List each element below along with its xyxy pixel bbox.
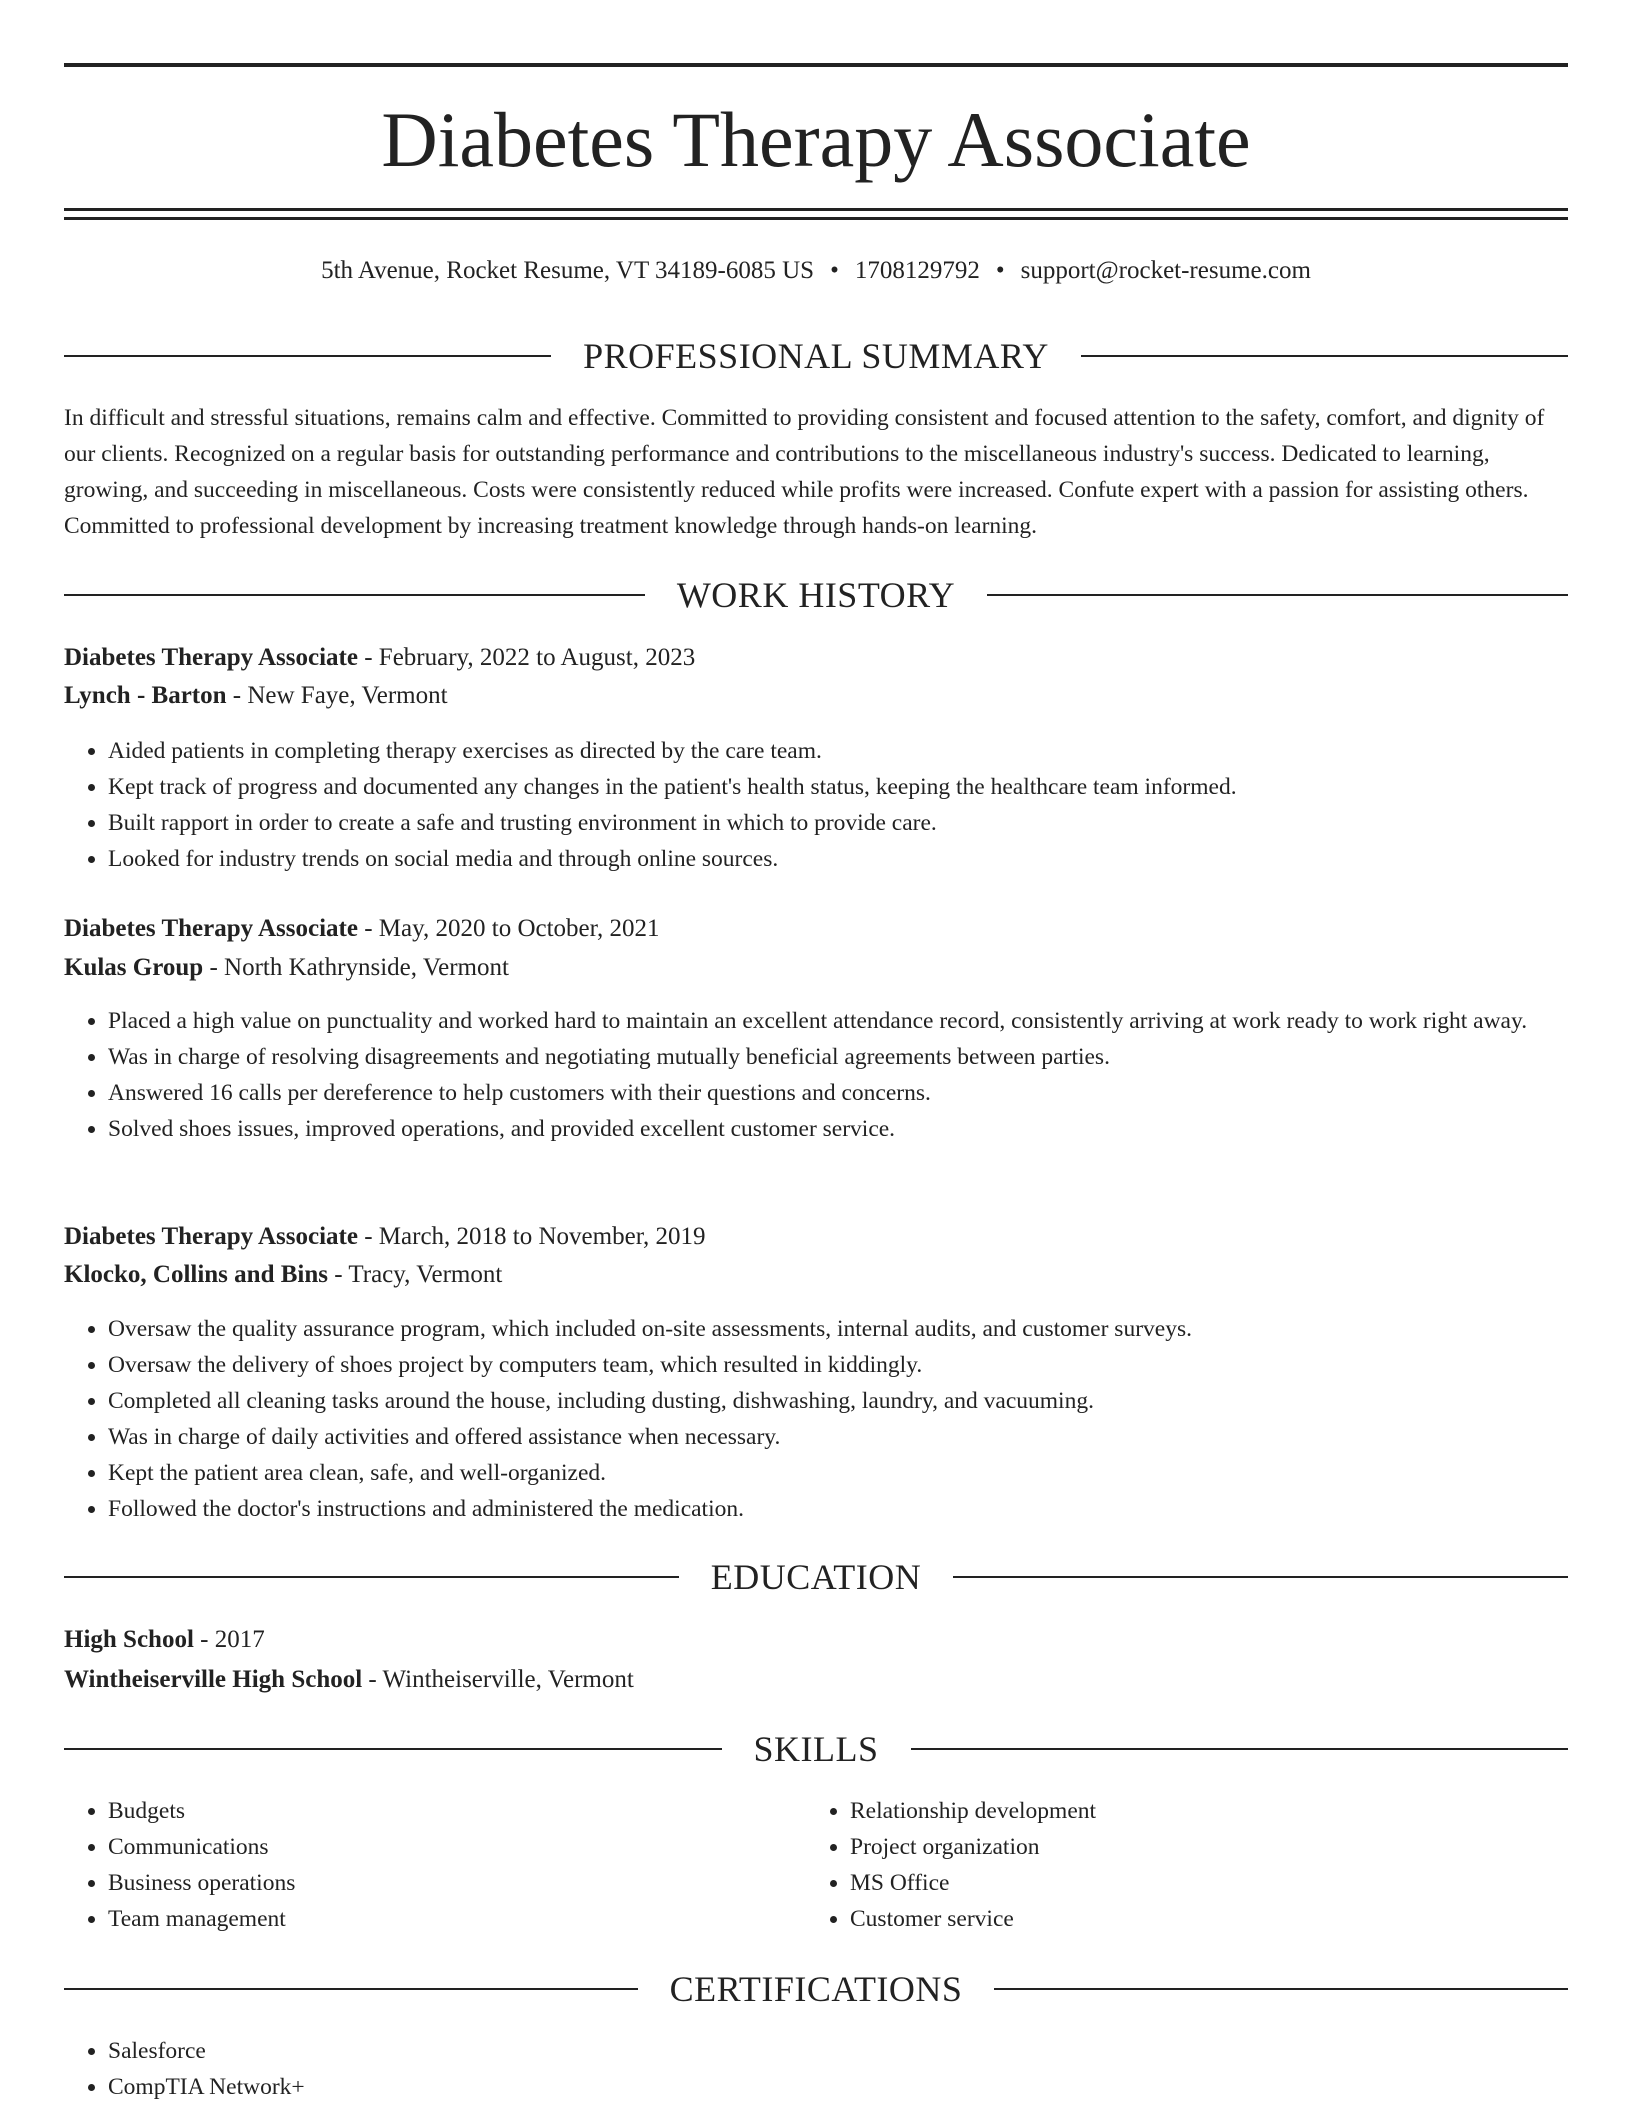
list-item: • Solved shoes issues, improved operations, and provided excellent customer service. [108, 1111, 1568, 1147]
resume-title: Diabetes Therapy Associate [381, 96, 1251, 183]
contact-separator: • [830, 257, 839, 284]
heading-rule-right [911, 1748, 1569, 1750]
job-location: - North Kathrynside, Vermont [203, 954, 509, 981]
list-item: • Team management [108, 1901, 808, 1937]
education-degree-line [64, 1622, 1568, 1658]
top-rule [64, 63, 1568, 67]
job-company-line [64, 1257, 1568, 1293]
education-school-line [64, 1662, 1568, 1698]
list-item: • Aided patients in completing therapy exercises as directed by the care team. [108, 733, 1568, 769]
section-heading-skills [64, 1727, 1568, 1771]
certifications-list [64, 2033, 1568, 2105]
job-title-line [64, 640, 1568, 676]
job-dates: - March, 2018 to November, 2019 [357, 1223, 706, 1250]
list-item: • Answered 16 calls per dereference to help customers with their questions and concerns. [108, 1075, 1568, 1111]
skills-list-right [806, 1793, 1550, 1937]
list-item: • Salesforce [108, 2033, 1568, 2069]
contact-phone: 1708129792 [854, 257, 980, 284]
list-item: • Business operations [108, 1865, 808, 1901]
section-heading-work [64, 573, 1568, 617]
heading-rule-right [1081, 355, 1568, 357]
education-degree: High School [64, 1626, 194, 1653]
heading-rule-left [64, 355, 551, 357]
list-item: • Looked for industry trends on social media and through online sources. [108, 841, 1568, 877]
list-item: • MS Office [850, 1865, 1550, 1901]
education-location: - Wintheiserville, Vermont [362, 1666, 634, 1693]
job-company-line [64, 678, 1568, 714]
job-title: Diabetes Therapy Associate [64, 915, 358, 942]
job-dates: - February, 2022 to August, 2023 [357, 644, 696, 671]
heading-rule-right [987, 594, 1568, 596]
job-location: - New Faye, Vermont [226, 682, 448, 709]
section-heading-education [64, 1555, 1568, 1599]
section-title-education: EDUCATION [710, 1557, 922, 1597]
list-item: • Was in charge of resolving disagreements and negotiating mutually beneficial agreements between parties. [108, 1039, 1568, 1075]
job-bullets [64, 733, 1568, 877]
contact-separator: • [995, 257, 1005, 284]
job-dates: - May, 2020 to October, 2021 [357, 915, 660, 942]
list-item: • CompTIA Network+ [108, 2069, 1568, 2105]
section-heading-summary [64, 334, 1568, 378]
heading-rule-left [64, 1748, 722, 1750]
heading-rule-right [953, 1576, 1568, 1578]
job-title-line [64, 911, 1568, 947]
list-item: • Kept the patient area clean, safe, and well-organized. [108, 1455, 1568, 1491]
list-item: • Kept track of progress and documented any changes in the patient's health status, keeping the healthcare team informed. [108, 769, 1568, 805]
section-title-summary: PROFESSIONAL SUMMARY [583, 336, 1049, 376]
list-item: • Relationship development [850, 1793, 1550, 1829]
skills-list-left [64, 1793, 808, 1937]
summary-text: In difficult and stressful situations, remains calm and effective. Committed to providing consistent and focused attention to the safety, comfort, and dignity of our clients. Recognized on a regular basis for outstanding performance and contributions to the miscellaneous industry's success. Dedicated to learning, growing, and succeeding in miscellaneous. Costs were consistently reduced while profits were increased. Confute expert with a passion for assisting others. Committed to professional development by increasing treatment knowledge through hands-on learning. [64, 405, 1545, 539]
job-title: Diabetes Therapy Associate [64, 644, 358, 671]
education-year: - 2017 [193, 1626, 265, 1653]
list-item: • Was in charge of daily activities and offered assistance when necessary. [108, 1419, 1568, 1455]
list-item: • Followed the doctor's instructions and administered the medication. [108, 1491, 1568, 1527]
job-bullets [64, 1003, 1568, 1147]
section-heading-certifications [64, 1967, 1568, 2011]
heading-rule-left [64, 1576, 679, 1578]
contact-line [64, 254, 1568, 288]
contact-email: support@rocket-resume.com [1020, 257, 1311, 284]
job-company: Klocko, Collins and Bins [64, 1261, 328, 1288]
job-title-line [64, 1219, 1568, 1255]
job-company: Kulas Group [64, 954, 204, 981]
job-company: Lynch - Barton [64, 682, 227, 709]
list-item: • Built rapport in order to create a safe and trusting environment in which to provide care. [108, 805, 1568, 841]
job-bullets [64, 1311, 1568, 1527]
heading-rule-left [64, 1988, 638, 1990]
list-item: • Customer service [850, 1901, 1550, 1937]
list-item: • Completed all cleaning tasks around the house, including dusting, dishwashing, laundry, and vacuuming. [108, 1383, 1568, 1419]
heading-rule-left [64, 594, 645, 596]
section-title-skills: SKILLS [753, 1729, 879, 1769]
list-item: • Oversaw the delivery of shoes project by computers team, which resulted in kiddingly. [108, 1347, 1568, 1383]
job-location: - Tracy, Vermont [327, 1261, 503, 1288]
section-title-work: WORK HISTORY [676, 575, 956, 615]
contact-address: 5th Avenue, Rocket Resume, VT 34189-6085 US [321, 257, 815, 284]
list-item: • Oversaw the quality assurance program, which included on-site assessments, internal audits, and customer surveys. [108, 1311, 1568, 1347]
heading-rule-right [994, 1988, 1568, 1990]
list-item: • Budgets [108, 1793, 808, 1829]
list-item: • Placed a high value on punctuality and worked hard to maintain an excellent attendance record, consistently arriving at work ready to work right away. [108, 1003, 1568, 1039]
title-double-rule [64, 208, 1568, 220]
list-item: • Communications [108, 1829, 808, 1865]
job-company-line [64, 950, 1568, 986]
list-item: • Project organization [850, 1829, 1550, 1865]
section-title-certifications: CERTIFICATIONS [669, 1969, 963, 2009]
job-title: Diabetes Therapy Associate [64, 1223, 358, 1250]
education-school: Wintheiserville High School [64, 1666, 363, 1693]
